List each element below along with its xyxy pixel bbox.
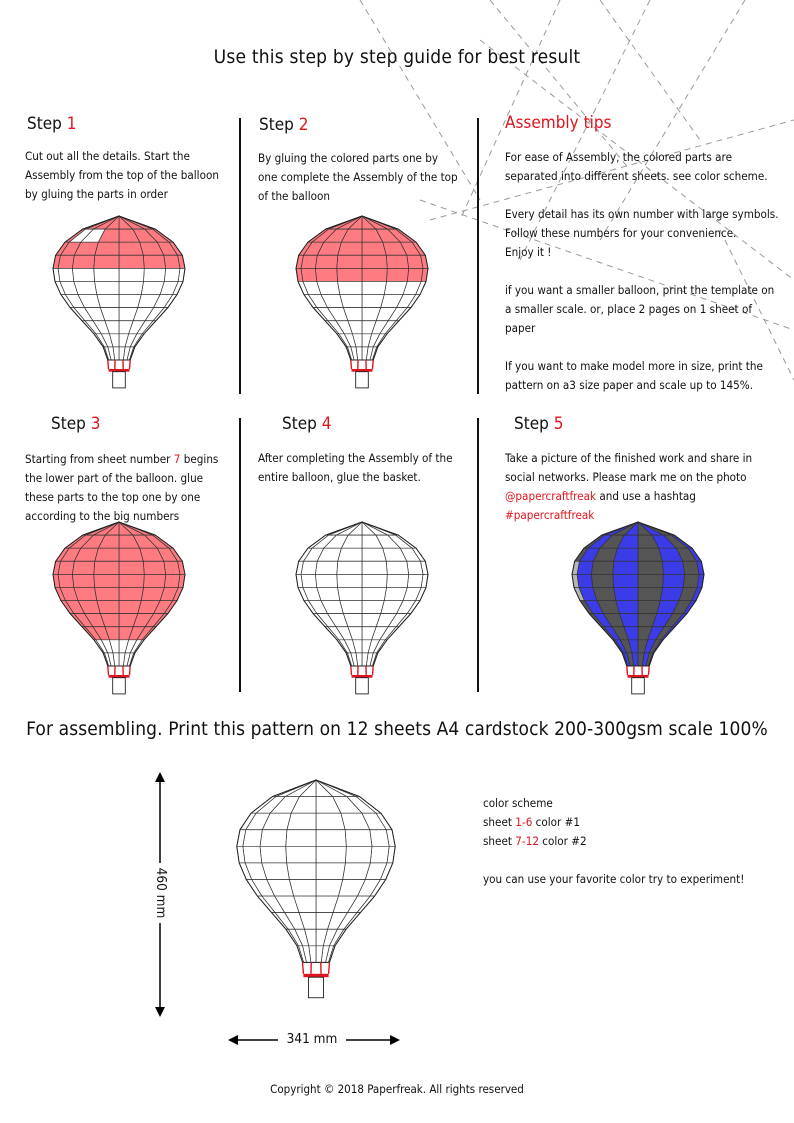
separator-1 [239,118,241,394]
balloon-panel [119,587,143,600]
balloon-panel [370,846,389,863]
balloon-panel [316,813,345,830]
balloon-panel [119,281,143,294]
balloon-panel [613,574,638,587]
balloon-panel [95,548,119,561]
assembly-tips-heading: Assembly tips [505,113,612,133]
balloon-panel [362,242,386,255]
balloon-panel [638,587,662,600]
balloon-panel [338,587,362,600]
balloon-panel [337,268,362,281]
balloon-panel [315,574,337,587]
balloon-panel [286,830,316,847]
balloon-step-1 [44,214,194,394]
balloon-panel [72,574,94,587]
balloon-panel [362,295,384,308]
balloon-panel [638,601,660,614]
balloon-panel [289,879,316,896]
balloon-panel [683,574,699,587]
balloon-panel [315,268,337,281]
balloon-cords [351,666,373,675]
balloon-cords [351,360,373,369]
balloon-basket [308,977,323,998]
balloon-panel [260,830,287,847]
balloon-panel [141,281,164,294]
assembly-tips-text: For ease of Assembly, the colored parts are separated into different sheets. see color scheme. Every detail has its own number with large symbols. Follow these numbers for your convenience. Enjoy it ! if you want a smaller balloon, print the template on a smaller scale. or, place 2 pages on 1 sheet of paper If you want to make model more in size, print the pattern on a3 size paper and scale up to 145%. [505,150,779,392]
balloon-panel [338,242,362,255]
balloon-panel [164,561,180,574]
balloon-panel [243,830,262,847]
balloon-panel [58,268,74,281]
balloon-panel [370,830,389,847]
balloon-panel [660,587,683,600]
balloon-panel [362,601,384,614]
balloon-panel [164,268,180,281]
balloon-basket [356,678,369,694]
balloon-panel [301,574,317,587]
balloon-cords [627,666,649,675]
balloon-panel [613,561,638,574]
balloon-panel [72,268,94,281]
print-instructions: For assembling. Print this pattern on 12 sheets A4 cardstock 200-300gsm scale 100% [26,718,768,740]
step-3-text: Starting from sheet number 7 begins the lower part of the balloon. glue these parts to the top one by one according to the big numbers [25,452,219,523]
balloon-panel [638,548,662,561]
balloon-panel [362,561,387,574]
copyright: Copyright © 2018 Paperfreak. All rights reserved [270,1082,524,1096]
balloon-step-2 [287,214,437,394]
balloon-panel [386,255,408,268]
balloon-panel [119,255,144,268]
step-2-text: By gluing the colored parts one by one complete the Assembly of the top of the balloon [258,151,458,203]
balloon-step-3 [44,520,194,700]
balloon-panel [58,574,74,587]
balloon-panel [662,574,684,587]
balloon-large [226,778,406,1006]
balloon-panel [119,561,144,574]
balloon-panel [345,830,372,847]
balloon-panel [591,561,613,574]
step-5-heading: Step 5 [514,414,564,434]
hashtag-link[interactable]: #papercraftfreak [505,508,595,522]
balloon-panel [683,561,699,574]
balloon-panel [337,255,362,268]
height-label: 460 mm [153,863,169,923]
balloon-panel [384,281,407,294]
balloon-panel [119,601,141,614]
balloon-panel [72,255,94,268]
balloon-panel [119,548,143,561]
balloon-panel [119,574,144,587]
balloon-panel [287,813,316,830]
balloon-panel [338,281,362,294]
balloon-panel [614,548,638,561]
balloon-panel [345,846,372,863]
balloon-panel [286,846,316,863]
balloon-panel [119,295,141,308]
balloon-panel [386,561,408,574]
step-1-text: Cut out all the details. Start the Assembly from the top of the balloon by gluing the parts in order [25,149,219,201]
balloon-panel [94,255,119,268]
balloon-panel [337,574,362,587]
balloon-panel [362,281,386,294]
step-2-heading: Step 2 [259,115,309,135]
balloon-cords [303,962,330,973]
separator-4 [477,418,479,692]
balloon-panel [95,242,119,255]
balloon-panel [164,255,180,268]
color-scheme: color scheme sheet 1-6 color #1 sheet 7-12 color #2 you can use your favorite color try to experiment! [483,796,745,886]
balloon-panel [407,574,423,587]
balloon-panel [407,255,423,268]
balloon-panel [591,574,613,587]
balloon-panel [638,574,663,587]
balloon-ring [303,974,328,977]
balloon-cords [108,360,130,369]
balloon-panel [94,268,119,281]
step-5-text: Take a picture of the finished work and share in social networks. Please mark me on the photo @papercraftfreak and use a hashtag #papercraftfreak [505,449,752,525]
balloon-panel [143,574,165,587]
balloon-panel [95,281,119,294]
balloon-panel [638,561,663,574]
balloon-panel [164,574,180,587]
balloon-panel [316,846,346,863]
balloon-panel [316,879,343,896]
balloon-step-4 [287,520,437,700]
balloon-panel [614,587,638,600]
balloon-panel [362,268,387,281]
balloon-panel [407,561,423,574]
balloon-panel [94,561,119,574]
balloon-panel [386,268,408,281]
balloon-panel [301,268,317,281]
balloon-panel [143,255,165,268]
balloon-basket [632,678,645,694]
step-4-text: After completing the Assembly of the entire balloon, glue the basket. [258,451,453,484]
separator-2 [477,118,479,394]
balloon-step-5 [563,520,713,700]
balloon-panel [662,561,684,574]
balloon-panel [94,574,119,587]
page-title: Use this step by step guide for best result [213,46,581,68]
step-1-heading: Step 1 [27,114,77,134]
balloon-panel [141,587,164,600]
handle-link[interactable]: @papercraftfreak [505,489,597,503]
balloon-panel [119,242,143,255]
step-3-heading: Step 3 [51,414,101,434]
balloon-panel [119,268,144,281]
balloon-panel [362,587,386,600]
balloon-panel [287,863,316,880]
step-4-heading: Step 4 [282,414,332,434]
balloon-panel [386,574,408,587]
balloon-panel [338,548,362,561]
balloon-panel [337,561,362,574]
balloon-panel [95,587,119,600]
balloon-basket [113,372,126,388]
balloon-panel [260,846,287,863]
balloon-panel [384,587,407,600]
balloon-panel [316,830,346,847]
balloon-panel [362,255,387,268]
balloon-panel [315,255,337,268]
balloon-panel [143,268,165,281]
separator-3 [239,418,241,692]
balloon-cords [108,666,130,675]
balloon-panel [362,574,387,587]
width-label: 341 mm [278,1031,346,1047]
balloon-panel [143,561,165,574]
balloon-panel [243,846,262,863]
balloon-panel [316,863,345,880]
balloon-panel [72,561,94,574]
balloon-panel [577,574,593,587]
balloon-basket [356,372,369,388]
balloon-panel [343,863,371,880]
balloon-panel [407,268,423,281]
balloon-basket [113,678,126,694]
balloon-panel [315,561,337,574]
balloon-panel [362,548,386,561]
